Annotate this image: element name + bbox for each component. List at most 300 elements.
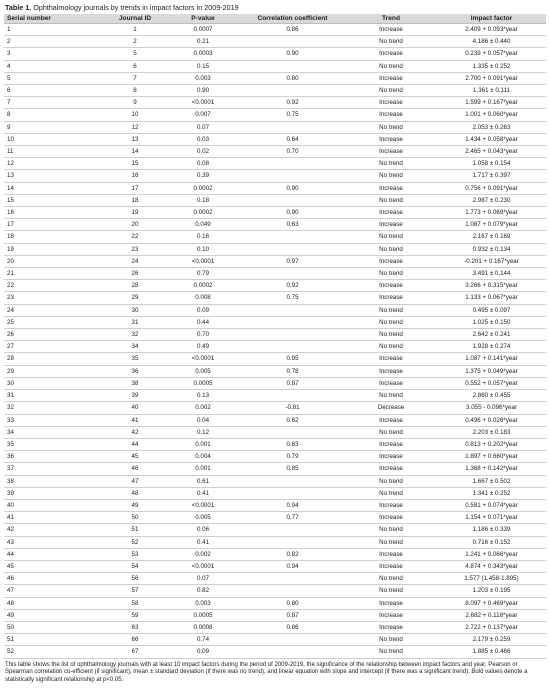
- cell-p-value: <0.0001: [166, 255, 240, 267]
- cell-correlation-coefficient: [240, 121, 345, 133]
- cell-correlation-coefficient: -0.81: [240, 402, 345, 414]
- cell-correlation-coefficient: 0.95: [240, 353, 345, 365]
- cell-correlation-coefficient: 0.94: [240, 499, 345, 511]
- cell-trend: No trend: [345, 646, 437, 658]
- table-row: [4, 451, 546, 463]
- cell-trend: No trend: [345, 487, 437, 499]
- cell-p-value: 0.003: [166, 597, 240, 609]
- cell-journal-id: 13: [104, 133, 166, 145]
- cell-journal-id: 30: [104, 304, 166, 316]
- cell-correlation-coefficient: 0.82: [240, 548, 345, 560]
- cell-correlation-coefficient: [240, 158, 345, 170]
- table-caption: [5, 3, 546, 12]
- table-row: [4, 292, 546, 304]
- cell-p-value: 0.16: [166, 231, 240, 243]
- table-row: [4, 268, 546, 280]
- cell-impact-factor: 2.682 + 0.118*year: [437, 609, 546, 621]
- table-header-row: [4, 14, 546, 24]
- cell-serial-number: 20: [4, 255, 104, 267]
- cell-impact-factor: 0.932 ± 0.134: [437, 243, 546, 255]
- cell-journal-id: 54: [104, 560, 166, 572]
- cell-serial-number: 29: [4, 365, 104, 377]
- cell-serial-number: 33: [4, 414, 104, 426]
- cell-correlation-coefficient: [240, 646, 345, 658]
- cell-serial-number: 52: [4, 646, 104, 658]
- cell-p-value: 0.0005: [166, 377, 240, 389]
- cell-correlation-coefficient: 0.63: [240, 219, 345, 231]
- cell-trend: No trend: [345, 158, 437, 170]
- cell-serial-number: 35: [4, 438, 104, 450]
- cell-trend: No trend: [345, 585, 437, 597]
- cell-trend: Increase: [345, 414, 437, 426]
- cell-serial-number: 23: [4, 292, 104, 304]
- cell-trend: No trend: [345, 426, 437, 438]
- table-row: [4, 72, 546, 84]
- cell-correlation-coefficient: 0.79: [240, 451, 345, 463]
- cell-impact-factor: 4.186 ± 0.440: [437, 36, 546, 48]
- cell-journal-id: 41: [104, 414, 166, 426]
- cell-trend: No trend: [345, 390, 437, 402]
- cell-impact-factor: 0.552 + 0.057*year: [437, 377, 546, 389]
- table-body: [4, 24, 546, 659]
- cell-p-value: 0.002: [166, 402, 240, 414]
- cell-trend: No trend: [345, 304, 437, 316]
- cell-trend: Increase: [345, 133, 437, 145]
- table-row: [4, 280, 546, 292]
- cell-trend: No trend: [345, 194, 437, 206]
- cell-correlation-coefficient: [240, 194, 345, 206]
- cell-serial-number: 50: [4, 621, 104, 633]
- cell-correlation-coefficient: [240, 170, 345, 182]
- table-row: [4, 353, 546, 365]
- cell-serial-number: 42: [4, 524, 104, 536]
- cell-impact-factor: 1.025 ± 0.150: [437, 316, 546, 328]
- cell-p-value: 0.79: [166, 268, 240, 280]
- table-caption-label: Table 1.: [5, 3, 32, 12]
- cell-p-value: 0.003: [166, 72, 240, 84]
- table-row: [4, 487, 546, 499]
- cell-journal-id: 16: [104, 170, 166, 182]
- cell-impact-factor: 2.722 + 0.137*year: [437, 621, 546, 633]
- cell-journal-id: 38: [104, 377, 166, 389]
- cell-correlation-coefficient: 0.92: [240, 97, 345, 109]
- table-row: [4, 182, 546, 194]
- cell-trend: Increase: [345, 512, 437, 524]
- cell-trend: Increase: [345, 219, 437, 231]
- cell-serial-number: 14: [4, 182, 104, 194]
- cell-impact-factor: 1.667 ± 0.502: [437, 475, 546, 487]
- cell-trend: Increase: [345, 438, 437, 450]
- table-row: [4, 341, 546, 353]
- cell-journal-id: 32: [104, 329, 166, 341]
- table-row: [4, 548, 546, 560]
- cell-impact-factor: 3.491 ± 0.144: [437, 268, 546, 280]
- cell-correlation-coefficient: [240, 585, 345, 597]
- table-row: [4, 304, 546, 316]
- cell-impact-factor: 0.756 + 0.091*year: [437, 182, 546, 194]
- cell-correlation-coefficient: [240, 536, 345, 548]
- cell-p-value: 0.15: [166, 60, 240, 72]
- cell-journal-id: 50: [104, 512, 166, 524]
- cell-p-value: 0.005: [166, 512, 240, 524]
- cell-correlation-coefficient: [240, 475, 345, 487]
- cell-serial-number: 46: [4, 573, 104, 585]
- cell-p-value: 0.0002: [166, 207, 240, 219]
- table-row: [4, 194, 546, 206]
- cell-correlation-coefficient: 0.62: [240, 414, 345, 426]
- table-row: [4, 621, 546, 633]
- cell-correlation-coefficient: [240, 634, 345, 646]
- cell-trend: No trend: [345, 524, 437, 536]
- cell-correlation-coefficient: 0.80: [240, 597, 345, 609]
- cell-correlation-coefficient: [240, 426, 345, 438]
- table-row: [4, 475, 546, 487]
- cell-serial-number: 24: [4, 304, 104, 316]
- cell-impact-factor: 2.167 ± 0.169: [437, 231, 546, 243]
- cell-journal-id: 26: [104, 268, 166, 280]
- cell-serial-number: 4: [4, 60, 104, 72]
- cell-impact-factor: 1.203 ± 0.195: [437, 585, 546, 597]
- cell-p-value: 0.001: [166, 438, 240, 450]
- cell-serial-number: 7: [4, 97, 104, 109]
- cell-p-value: 0.001: [166, 463, 240, 475]
- cell-serial-number: 47: [4, 585, 104, 597]
- cell-correlation-coefficient: 0.97: [240, 255, 345, 267]
- cell-serial-number: 16: [4, 207, 104, 219]
- cell-journal-id: 24: [104, 255, 166, 267]
- cell-trend: No trend: [345, 536, 437, 548]
- table-row: [4, 109, 546, 121]
- cell-impact-factor: 1.133 + 0.067*year: [437, 292, 546, 304]
- cell-impact-factor: 0.813 + 0.202*year: [437, 438, 546, 450]
- cell-correlation-coefficient: [240, 316, 345, 328]
- cell-journal-id: 14: [104, 146, 166, 158]
- table-row: [4, 524, 546, 536]
- cell-p-value: 0.21: [166, 36, 240, 48]
- cell-journal-id: 1: [104, 24, 166, 36]
- cell-correlation-coefficient: [240, 487, 345, 499]
- cell-correlation-coefficient: 0.64: [240, 133, 345, 145]
- cell-trend: Decrease: [345, 402, 437, 414]
- cell-p-value: 0.005: [166, 365, 240, 377]
- cell-p-value: 0.90: [166, 85, 240, 97]
- cell-p-value: 0.70: [166, 329, 240, 341]
- cell-journal-id: 5: [104, 48, 166, 60]
- cell-trend: No trend: [345, 85, 437, 97]
- cell-trend: Increase: [345, 109, 437, 121]
- table-row: [4, 121, 546, 133]
- cell-serial-number: 3: [4, 48, 104, 60]
- cell-p-value: 0.0003: [166, 48, 240, 60]
- table-row: [4, 402, 546, 414]
- cell-impact-factor: 0.496 + 0.026*year: [437, 414, 546, 426]
- cell-serial-number: 22: [4, 280, 104, 292]
- table-row: [4, 609, 546, 621]
- table-row: [4, 158, 546, 170]
- cell-journal-id: 53: [104, 548, 166, 560]
- cell-impact-factor: 1.087 + 0.141*year: [437, 353, 546, 365]
- cell-impact-factor: 1.154 + 0.071*year: [437, 512, 546, 524]
- cell-correlation-coefficient: 0.92: [240, 280, 345, 292]
- cell-trend: No trend: [345, 36, 437, 48]
- cell-impact-factor: 2.987 ± 0.230: [437, 194, 546, 206]
- cell-journal-id: 48: [104, 487, 166, 499]
- cell-serial-number: 12: [4, 158, 104, 170]
- column-header-impact-factor: Impact factor: [437, 14, 546, 24]
- cell-journal-id: 2: [104, 36, 166, 48]
- cell-serial-number: 13: [4, 170, 104, 182]
- cell-trend: Increase: [345, 365, 437, 377]
- cell-journal-id: 19: [104, 207, 166, 219]
- table-row: [4, 146, 546, 158]
- cell-correlation-coefficient: 0.94: [240, 560, 345, 572]
- cell-impact-factor: 1.341 ± 0.252: [437, 487, 546, 499]
- table-row: [4, 634, 546, 646]
- cell-journal-id: 17: [104, 182, 166, 194]
- cell-trend: Increase: [345, 146, 437, 158]
- cell-trend: Increase: [345, 560, 437, 572]
- cell-serial-number: 18: [4, 231, 104, 243]
- cell-serial-number: 37: [4, 463, 104, 475]
- cell-journal-id: 49: [104, 499, 166, 511]
- table-row: [4, 48, 546, 60]
- cell-correlation-coefficient: 0.90: [240, 182, 345, 194]
- cell-serial-number: 19: [4, 243, 104, 255]
- cell-impact-factor: 2.179 ± 0.259: [437, 634, 546, 646]
- cell-serial-number: 36: [4, 451, 104, 463]
- cell-impact-factor: 1.375 + 0.049*year: [437, 365, 546, 377]
- cell-journal-id: 58: [104, 597, 166, 609]
- cell-journal-id: 22: [104, 231, 166, 243]
- column-header-correlation-coefficient: Correlation coefficient: [240, 14, 345, 24]
- table-row: [4, 536, 546, 548]
- cell-journal-id: 20: [104, 219, 166, 231]
- cell-correlation-coefficient: 0.86: [240, 621, 345, 633]
- cell-journal-id: 66: [104, 634, 166, 646]
- cell-impact-factor: 1.058 ± 0.154: [437, 158, 546, 170]
- cell-serial-number: 43: [4, 536, 104, 548]
- cell-trend: Increase: [345, 499, 437, 511]
- cell-journal-id: 44: [104, 438, 166, 450]
- cell-correlation-coefficient: 0.75: [240, 109, 345, 121]
- cell-impact-factor: 4.874 + 0.343*year: [437, 560, 546, 572]
- cell-p-value: 0.61: [166, 475, 240, 487]
- cell-journal-id: 8: [104, 85, 166, 97]
- column-header-trend: Trend: [345, 14, 437, 24]
- cell-trend: No trend: [345, 634, 437, 646]
- cell-journal-id: 36: [104, 365, 166, 377]
- table-row: [4, 85, 546, 97]
- cell-journal-id: 35: [104, 353, 166, 365]
- cell-serial-number: 31: [4, 390, 104, 402]
- cell-p-value: 0.06: [166, 524, 240, 536]
- table-row: [4, 597, 546, 609]
- cell-journal-id: 40: [104, 402, 166, 414]
- cell-journal-id: 31: [104, 316, 166, 328]
- cell-trend: Increase: [345, 292, 437, 304]
- cell-p-value: 0.82: [166, 585, 240, 597]
- table-row: [4, 377, 546, 389]
- cell-serial-number: 5: [4, 72, 104, 84]
- cell-impact-factor: 0.581 + 0.074*year: [437, 499, 546, 511]
- cell-p-value: 0.07: [166, 121, 240, 133]
- column-header-journal-id: Journal ID: [104, 14, 166, 24]
- cell-p-value: 0.002: [166, 548, 240, 560]
- cell-p-value: <0.0001: [166, 353, 240, 365]
- cell-correlation-coefficient: [240, 231, 345, 243]
- cell-impact-factor: 3.266 + 0.315*year: [437, 280, 546, 292]
- table-row: [4, 560, 546, 572]
- table-caption-text: Ophthalmology journals by trends in impact factors in 2009-2019: [31, 3, 239, 12]
- cell-trend: Increase: [345, 24, 437, 36]
- table-row: [4, 438, 546, 450]
- cell-serial-number: 48: [4, 597, 104, 609]
- table-row: [4, 24, 546, 36]
- cell-p-value: 0.13: [166, 390, 240, 402]
- cell-p-value: <0.0001: [166, 560, 240, 572]
- cell-serial-number: 2: [4, 36, 104, 48]
- table-row: [4, 512, 546, 524]
- cell-p-value: 0.02: [166, 146, 240, 158]
- cell-correlation-coefficient: [240, 243, 345, 255]
- cell-p-value: 0.08: [166, 158, 240, 170]
- cell-journal-id: 56: [104, 573, 166, 585]
- table-row: [4, 426, 546, 438]
- cell-correlation-coefficient: [240, 341, 345, 353]
- cell-journal-id: 42: [104, 426, 166, 438]
- cell-trend: Increase: [345, 97, 437, 109]
- cell-impact-factor: 1.599 + 0.167*year: [437, 97, 546, 109]
- table-row: [4, 219, 546, 231]
- cell-p-value: 0.74: [166, 634, 240, 646]
- cell-correlation-coefficient: 0.85: [240, 463, 345, 475]
- cell-correlation-coefficient: [240, 329, 345, 341]
- cell-serial-number: 6: [4, 85, 104, 97]
- cell-serial-number: 9: [4, 121, 104, 133]
- cell-impact-factor: 1.186 ± 0.339: [437, 524, 546, 536]
- table-footnote: This table shows the list of ophthalmology journals with at least 10 impact factors during the period of 2009-2019, the significance of the relationship between impact factors and year, Pearson or Spearman correlation co-efficient (if significant), mean ± standard deviation (if there was no trend), and linear equation with slope and intercept (if there was a significant trend). Bold values denote a statistically significant relationship at p<0.05.: [5, 661, 528, 683]
- cell-trend: No trend: [345, 475, 437, 487]
- cell-p-value: 0.09: [166, 646, 240, 658]
- cell-trend: No trend: [345, 231, 437, 243]
- cell-journal-id: 63: [104, 621, 166, 633]
- cell-p-value: 0.49: [166, 341, 240, 353]
- cell-p-value: 0.44: [166, 316, 240, 328]
- cell-p-value: 0.07: [166, 573, 240, 585]
- cell-impact-factor: 0.239 + 0.057*year: [437, 48, 546, 60]
- cell-journal-id: 47: [104, 475, 166, 487]
- cell-correlation-coefficient: 0.87: [240, 377, 345, 389]
- cell-trend: Increase: [345, 463, 437, 475]
- cell-impact-factor: 2.053 ± 0.263: [437, 121, 546, 133]
- table-row: [4, 390, 546, 402]
- cell-trend: Increase: [345, 280, 437, 292]
- cell-journal-id: 28: [104, 280, 166, 292]
- table-row: [4, 499, 546, 511]
- cell-serial-number: 49: [4, 609, 104, 621]
- journals-table: [4, 14, 546, 659]
- column-header-p-value: P-value: [166, 14, 240, 24]
- cell-journal-id: 52: [104, 536, 166, 548]
- cell-impact-factor: 2.203 ± 0.183: [437, 426, 546, 438]
- cell-p-value: 0.0002: [166, 182, 240, 194]
- cell-journal-id: 12: [104, 121, 166, 133]
- table-row: [4, 365, 546, 377]
- cell-journal-id: 51: [104, 524, 166, 536]
- cell-impact-factor: -0.201 + 0.167*year: [437, 255, 546, 267]
- cell-p-value: <0.0001: [166, 499, 240, 511]
- cell-serial-number: 45: [4, 560, 104, 572]
- cell-serial-number: 51: [4, 634, 104, 646]
- cell-serial-number: 8: [4, 109, 104, 121]
- cell-journal-id: 67: [104, 646, 166, 658]
- table-row: [4, 255, 546, 267]
- cell-p-value: <0.0001: [166, 97, 240, 109]
- cell-p-value: 0.04: [166, 414, 240, 426]
- cell-journal-id: 9: [104, 97, 166, 109]
- cell-trend: No trend: [345, 341, 437, 353]
- cell-correlation-coefficient: [240, 36, 345, 48]
- cell-trend: Increase: [345, 609, 437, 621]
- cell-serial-number: 44: [4, 548, 104, 560]
- cell-impact-factor: 1.434 + 0.058*year: [437, 133, 546, 145]
- cell-journal-id: 46: [104, 463, 166, 475]
- cell-journal-id: 39: [104, 390, 166, 402]
- cell-correlation-coefficient: [240, 524, 345, 536]
- table-row: [4, 97, 546, 109]
- cell-impact-factor: 1.087 + 0.079*year: [437, 219, 546, 231]
- cell-trend: No trend: [345, 121, 437, 133]
- cell-impact-factor: 1.773 + 0.069*year: [437, 207, 546, 219]
- cell-serial-number: 21: [4, 268, 104, 280]
- cell-impact-factor: 0.716 ± 0.152: [437, 536, 546, 548]
- cell-journal-id: 29: [104, 292, 166, 304]
- table-row: [4, 414, 546, 426]
- cell-trend: No trend: [345, 170, 437, 182]
- cell-correlation-coefficient: [240, 304, 345, 316]
- cell-journal-id: 57: [104, 585, 166, 597]
- cell-trend: Increase: [345, 597, 437, 609]
- cell-correlation-coefficient: 0.90: [240, 48, 345, 60]
- table-row: [4, 573, 546, 585]
- cell-trend: Increase: [345, 451, 437, 463]
- table-row: [4, 585, 546, 597]
- cell-correlation-coefficient: 0.83: [240, 438, 345, 450]
- cell-trend: No trend: [345, 243, 437, 255]
- cell-p-value: 0.008: [166, 292, 240, 304]
- table-row: [4, 329, 546, 341]
- cell-trend: No trend: [345, 268, 437, 280]
- cell-p-value: 0.03: [166, 133, 240, 145]
- table-row: [4, 316, 546, 328]
- cell-correlation-coefficient: 0.90: [240, 207, 345, 219]
- cell-impact-factor: 1.897 + 0.660*year: [437, 451, 546, 463]
- cell-correlation-coefficient: [240, 573, 345, 585]
- cell-p-value: 0.10: [166, 243, 240, 255]
- cell-correlation-coefficient: [240, 268, 345, 280]
- cell-p-value: 0.0005: [166, 609, 240, 621]
- cell-serial-number: 26: [4, 329, 104, 341]
- table-row: [4, 170, 546, 182]
- cell-impact-factor: 2.700 + 0.091*year: [437, 72, 546, 84]
- cell-correlation-coefficient: 0.86: [240, 24, 345, 36]
- cell-correlation-coefficient: 0.75: [240, 292, 345, 304]
- cell-serial-number: 28: [4, 353, 104, 365]
- cell-correlation-coefficient: 0.77: [240, 512, 345, 524]
- cell-impact-factor: 1.577 (1.458-1.895): [437, 573, 546, 585]
- cell-journal-id: 34: [104, 341, 166, 353]
- table-row: [4, 231, 546, 243]
